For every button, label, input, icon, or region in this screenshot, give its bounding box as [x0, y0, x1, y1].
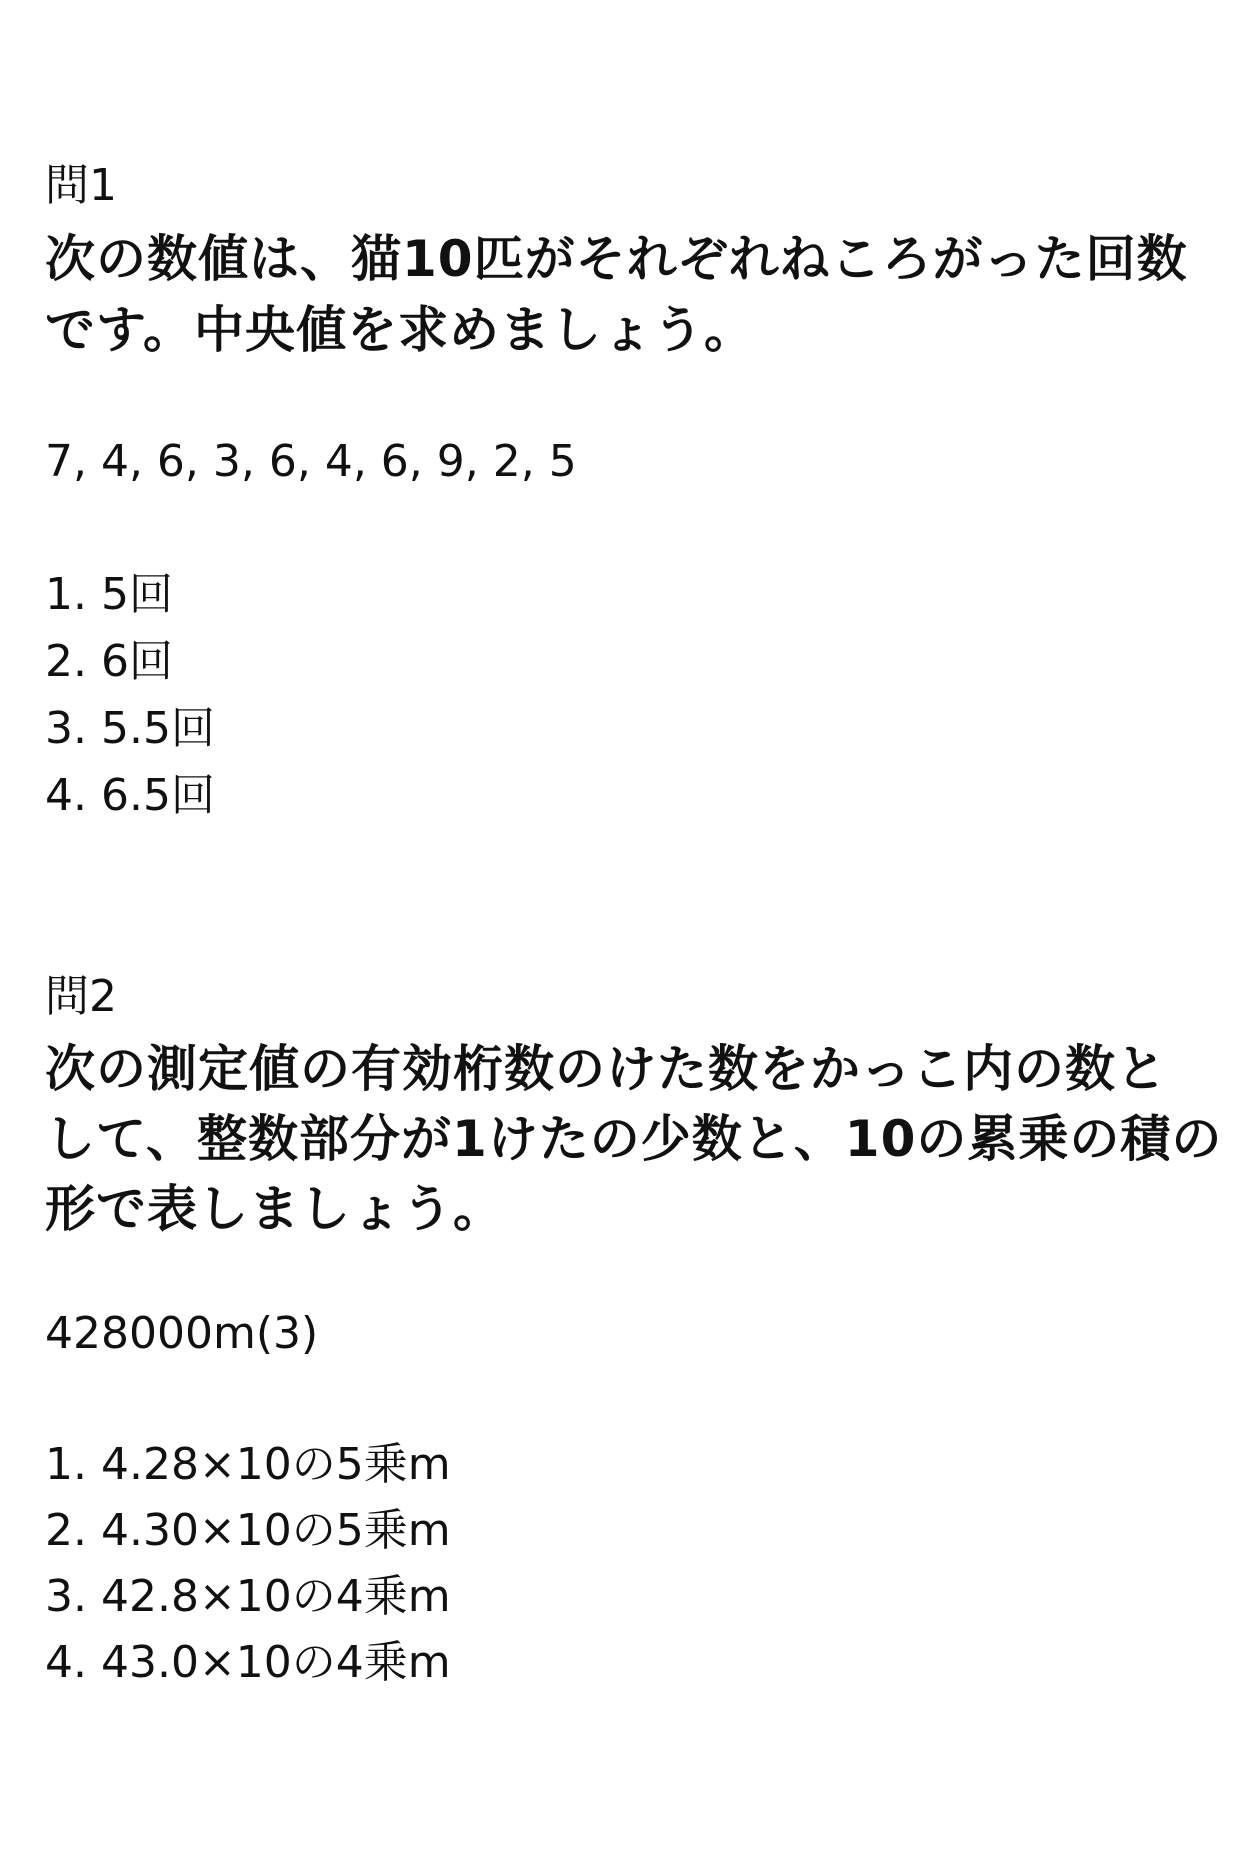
question-1-data-values: 7, 4, 6, 3, 6, 4, 6, 9, 2, 5 [45, 436, 577, 487]
question-1-statement-line-2: です。中央値を求めましょう。 [45, 301, 755, 359]
question-2-measured-value: 428000m(3) [45, 1308, 319, 1359]
question-2-option-2: 2. 4.30×10の5乗m [45, 1505, 451, 1556]
question-1-option-1: 1. 5回 [45, 569, 173, 620]
question-2-label: 問2 [45, 971, 117, 1022]
question-1-option-3: 3. 5.5回 [45, 703, 215, 754]
question-1-label: 問1 [45, 160, 117, 211]
document-page [45, 0, 1225, 1875]
question-2-statement-line-3: 形で表しましょう。 [45, 1180, 504, 1238]
question-2-statement-line-2: して、整数部分が1けたの少数と、10の累乗の積の [45, 1110, 1223, 1168]
question-2-option-4: 4. 43.0×10の4乗m [45, 1637, 451, 1688]
question-1-statement-line-1: 次の数値は、猫10匹がそれぞれねころがった回数 [45, 230, 1188, 288]
question-1-option-4: 4. 6.5回 [45, 770, 215, 821]
question-2-option-1: 1. 4.28×10の5乗m [45, 1439, 451, 1490]
question-2-option-3: 3. 42.8×10の4乗m [45, 1571, 451, 1622]
question-2-statement-line-1: 次の測定値の有効桁数のけた数をかっこ内の数と [45, 1040, 1167, 1098]
question-1-option-2: 2. 6回 [45, 636, 173, 687]
